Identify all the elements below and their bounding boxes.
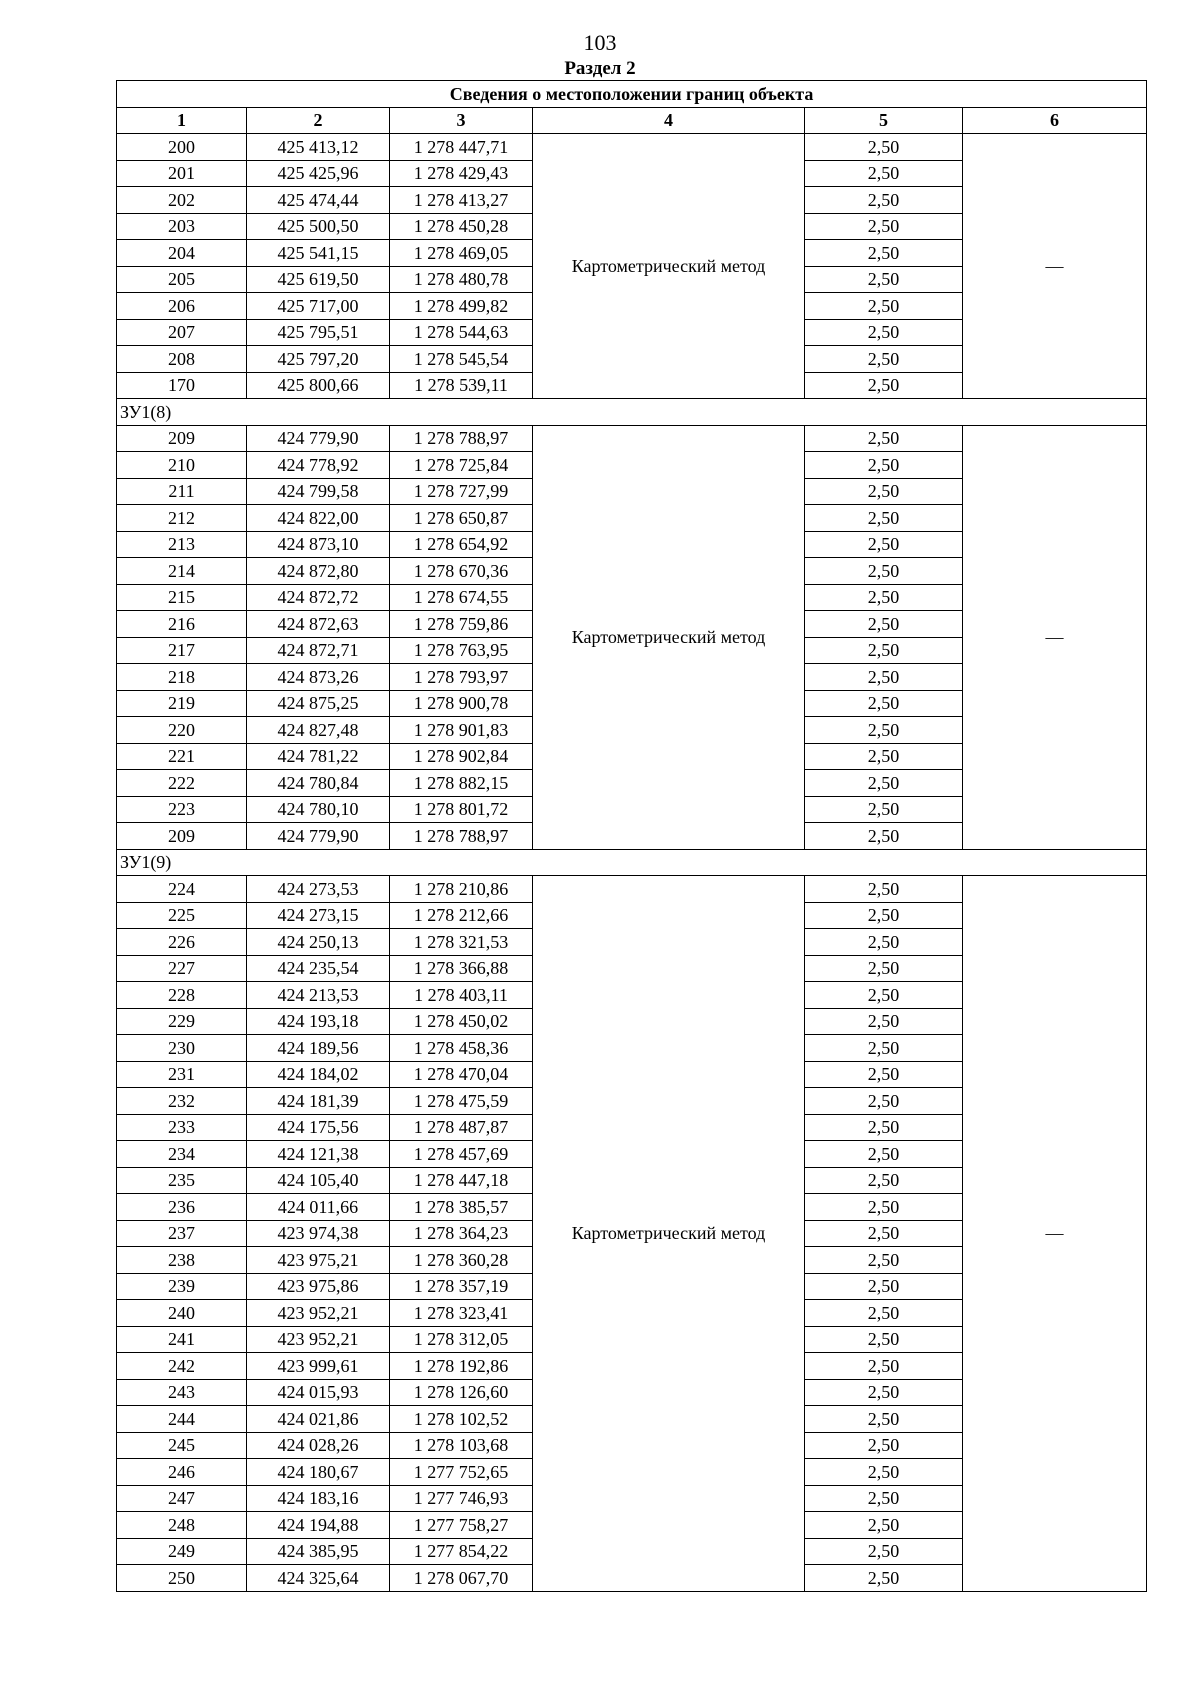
accuracy-cell: 2,50 [805, 187, 963, 214]
boundary-coordinates-table [116, 80, 1147, 1592]
note-cell: — [963, 425, 1147, 849]
y-coordinate-cell: 1 278 654,92 [390, 531, 533, 558]
accuracy-cell: 2,50 [805, 1565, 963, 1592]
point-number-cell: 208 [117, 346, 247, 373]
x-coordinate-cell: 424 872,72 [247, 584, 390, 611]
accuracy-cell: 2,50 [805, 293, 963, 320]
accuracy-cell: 2,50 [805, 505, 963, 532]
point-number-cell: 223 [117, 796, 247, 823]
x-coordinate-cell: 423 952,21 [247, 1300, 390, 1327]
accuracy-cell: 2,50 [805, 1273, 963, 1300]
y-coordinate-cell: 1 278 457,69 [390, 1141, 533, 1168]
accuracy-cell: 2,50 [805, 160, 963, 187]
x-coordinate-cell: 424 872,63 [247, 611, 390, 638]
x-coordinate-cell: 424 194,88 [247, 1512, 390, 1539]
x-coordinate-cell: 424 183,16 [247, 1485, 390, 1512]
accuracy-cell: 2,50 [805, 1512, 963, 1539]
accuracy-cell: 2,50 [805, 1326, 963, 1353]
accuracy-cell: 2,50 [805, 1300, 963, 1327]
y-coordinate-cell: 1 278 366,88 [390, 955, 533, 982]
x-coordinate-cell: 424 015,93 [247, 1379, 390, 1406]
y-coordinate-cell: 1 278 650,87 [390, 505, 533, 532]
x-coordinate-cell: 424 873,26 [247, 664, 390, 691]
x-coordinate-cell: 425 795,51 [247, 319, 390, 346]
y-coordinate-cell: 1 278 793,97 [390, 664, 533, 691]
x-coordinate-cell: 424 011,66 [247, 1194, 390, 1221]
x-coordinate-cell: 424 105,40 [247, 1167, 390, 1194]
accuracy-cell: 2,50 [805, 955, 963, 982]
y-coordinate-cell: 1 278 067,70 [390, 1565, 533, 1592]
y-coordinate-cell: 1 278 670,36 [390, 558, 533, 585]
y-coordinate-cell: 1 278 725,84 [390, 452, 533, 479]
table-caption: Сведения о местоположении границ объекта [117, 81, 1147, 108]
y-coordinate-cell: 1 278 480,78 [390, 266, 533, 293]
accuracy-cell: 2,50 [805, 1432, 963, 1459]
point-number-cell: 211 [117, 478, 247, 505]
table-row [117, 876, 1147, 903]
y-coordinate-cell: 1 278 364,23 [390, 1220, 533, 1247]
x-coordinate-cell: 424 778,92 [247, 452, 390, 479]
section-title: Раздел 2 [564, 58, 636, 79]
y-coordinate-cell: 1 278 475,59 [390, 1088, 533, 1115]
accuracy-cell: 2,50 [805, 1220, 963, 1247]
x-coordinate-cell: 423 952,21 [247, 1326, 390, 1353]
x-coordinate-cell: 423 999,61 [247, 1353, 390, 1380]
x-coordinate-cell: 424 193,18 [247, 1008, 390, 1035]
column-header: 6 [963, 107, 1147, 134]
point-number-cell: 202 [117, 187, 247, 214]
accuracy-cell: 2,50 [805, 213, 963, 240]
group-label: ЗУ1(9) [117, 849, 1147, 876]
point-number-cell: 224 [117, 876, 247, 903]
x-coordinate-cell: 424 780,10 [247, 796, 390, 823]
point-number-cell: 235 [117, 1167, 247, 1194]
point-number-cell: 228 [117, 982, 247, 1009]
y-coordinate-cell: 1 278 312,05 [390, 1326, 533, 1353]
y-coordinate-cell: 1 278 882,15 [390, 770, 533, 797]
point-number-cell: 234 [117, 1141, 247, 1168]
point-number-cell: 222 [117, 770, 247, 797]
x-coordinate-cell: 424 250,13 [247, 929, 390, 956]
y-coordinate-cell: 1 278 788,97 [390, 425, 533, 452]
x-coordinate-cell: 424 273,15 [247, 902, 390, 929]
column-header: 2 [247, 107, 390, 134]
table-row [117, 425, 1147, 452]
accuracy-cell: 2,50 [805, 372, 963, 399]
y-coordinate-cell: 1 278 450,02 [390, 1008, 533, 1035]
y-coordinate-cell: 1 277 854,22 [390, 1538, 533, 1565]
x-coordinate-cell: 425 800,66 [247, 372, 390, 399]
x-coordinate-cell: 425 619,50 [247, 266, 390, 293]
point-number-cell: 248 [117, 1512, 247, 1539]
accuracy-cell: 2,50 [805, 1167, 963, 1194]
point-number-cell: 217 [117, 637, 247, 664]
method-cell: Картометрический метод [533, 425, 805, 849]
point-number-cell: 239 [117, 1273, 247, 1300]
y-coordinate-cell: 1 277 752,65 [390, 1459, 533, 1486]
y-coordinate-cell: 1 278 458,36 [390, 1035, 533, 1062]
point-number-cell: 232 [117, 1088, 247, 1115]
x-coordinate-cell: 424 175,56 [247, 1114, 390, 1141]
x-coordinate-cell: 424 827,48 [247, 717, 390, 744]
accuracy-cell: 2,50 [805, 902, 963, 929]
x-coordinate-cell: 424 872,71 [247, 637, 390, 664]
accuracy-cell: 2,50 [805, 319, 963, 346]
y-coordinate-cell: 1 278 487,87 [390, 1114, 533, 1141]
point-number-cell: 233 [117, 1114, 247, 1141]
accuracy-cell: 2,50 [805, 823, 963, 850]
accuracy-cell: 2,50 [805, 425, 963, 452]
point-number-cell: 225 [117, 902, 247, 929]
y-coordinate-cell: 1 278 413,27 [390, 187, 533, 214]
table-row [117, 134, 1147, 161]
accuracy-cell: 2,50 [805, 558, 963, 585]
point-number-cell: 201 [117, 160, 247, 187]
y-coordinate-cell: 1 278 900,78 [390, 690, 533, 717]
accuracy-cell: 2,50 [805, 876, 963, 903]
x-coordinate-cell: 424 873,10 [247, 531, 390, 558]
y-coordinate-cell: 1 277 758,27 [390, 1512, 533, 1539]
y-coordinate-cell: 1 278 429,43 [390, 160, 533, 187]
x-coordinate-cell: 424 028,26 [247, 1432, 390, 1459]
x-coordinate-cell: 425 474,44 [247, 187, 390, 214]
y-coordinate-cell: 1 278 192,86 [390, 1353, 533, 1380]
accuracy-cell: 2,50 [805, 1088, 963, 1115]
y-coordinate-cell: 1 278 759,86 [390, 611, 533, 638]
y-coordinate-cell: 1 278 544,63 [390, 319, 533, 346]
accuracy-cell: 2,50 [805, 1194, 963, 1221]
point-number-cell: 203 [117, 213, 247, 240]
accuracy-cell: 2,50 [805, 478, 963, 505]
accuracy-cell: 2,50 [805, 1538, 963, 1565]
x-coordinate-cell: 424 121,38 [247, 1141, 390, 1168]
y-coordinate-cell: 1 278 450,28 [390, 213, 533, 240]
accuracy-cell: 2,50 [805, 1406, 963, 1433]
point-number-cell: 236 [117, 1194, 247, 1221]
accuracy-cell: 2,50 [805, 1247, 963, 1274]
x-coordinate-cell: 425 500,50 [247, 213, 390, 240]
point-number-cell: 216 [117, 611, 247, 638]
accuracy-cell: 2,50 [805, 1061, 963, 1088]
point-number-cell: 250 [117, 1565, 247, 1592]
point-number-cell: 240 [117, 1300, 247, 1327]
accuracy-cell: 2,50 [805, 664, 963, 691]
point-number-cell: 242 [117, 1353, 247, 1380]
point-number-cell: 249 [117, 1538, 247, 1565]
accuracy-cell: 2,50 [805, 1114, 963, 1141]
accuracy-cell: 2,50 [805, 1459, 963, 1486]
x-coordinate-cell: 425 797,20 [247, 346, 390, 373]
column-header: 5 [805, 107, 963, 134]
y-coordinate-cell: 1 278 447,18 [390, 1167, 533, 1194]
accuracy-cell: 2,50 [805, 1141, 963, 1168]
accuracy-cell: 2,50 [805, 1485, 963, 1512]
accuracy-cell: 2,50 [805, 1379, 963, 1406]
y-coordinate-cell: 1 278 470,04 [390, 1061, 533, 1088]
accuracy-cell: 2,50 [805, 346, 963, 373]
y-coordinate-cell: 1 278 102,52 [390, 1406, 533, 1433]
page-number: 103 [583, 30, 617, 55]
y-coordinate-cell: 1 277 746,93 [390, 1485, 533, 1512]
point-number-cell: 243 [117, 1379, 247, 1406]
x-coordinate-cell: 423 975,86 [247, 1273, 390, 1300]
point-number-cell: 210 [117, 452, 247, 479]
y-coordinate-cell: 1 278 901,83 [390, 717, 533, 744]
y-coordinate-cell: 1 278 357,19 [390, 1273, 533, 1300]
accuracy-cell: 2,50 [805, 240, 963, 267]
accuracy-cell: 2,50 [805, 743, 963, 770]
point-number-cell: 245 [117, 1432, 247, 1459]
accuracy-cell: 2,50 [805, 1035, 963, 1062]
y-coordinate-cell: 1 278 674,55 [390, 584, 533, 611]
point-number-cell: 204 [117, 240, 247, 267]
x-coordinate-cell: 424 181,39 [247, 1088, 390, 1115]
point-number-cell: 237 [117, 1220, 247, 1247]
column-header: 1 [117, 107, 247, 134]
accuracy-cell: 2,50 [805, 637, 963, 664]
accuracy-cell: 2,50 [805, 717, 963, 744]
y-coordinate-cell: 1 278 403,11 [390, 982, 533, 1009]
accuracy-cell: 2,50 [805, 134, 963, 161]
note-cell: — [963, 876, 1147, 1592]
accuracy-cell: 2,50 [805, 531, 963, 558]
column-header: 3 [390, 107, 533, 134]
x-coordinate-cell: 424 822,00 [247, 505, 390, 532]
group-header-row [117, 399, 1147, 426]
point-number-cell: 220 [117, 717, 247, 744]
y-coordinate-cell: 1 278 447,71 [390, 134, 533, 161]
group-label: ЗУ1(8) [117, 399, 1147, 426]
point-number-cell: 207 [117, 319, 247, 346]
point-number-cell: 219 [117, 690, 247, 717]
y-coordinate-cell: 1 278 545,54 [390, 346, 533, 373]
point-number-cell: 238 [117, 1247, 247, 1274]
y-coordinate-cell: 1 278 902,84 [390, 743, 533, 770]
y-coordinate-cell: 1 278 212,66 [390, 902, 533, 929]
accuracy-cell: 2,50 [805, 982, 963, 1009]
x-coordinate-cell: 424 273,53 [247, 876, 390, 903]
y-coordinate-cell: 1 278 210,86 [390, 876, 533, 903]
accuracy-cell: 2,50 [805, 266, 963, 293]
accuracy-cell: 2,50 [805, 690, 963, 717]
point-number-cell: 244 [117, 1406, 247, 1433]
x-coordinate-cell: 424 021,86 [247, 1406, 390, 1433]
accuracy-cell: 2,50 [805, 584, 963, 611]
x-coordinate-cell: 424 325,64 [247, 1565, 390, 1592]
point-number-cell: 241 [117, 1326, 247, 1353]
y-coordinate-cell: 1 278 360,28 [390, 1247, 533, 1274]
x-coordinate-cell: 424 385,95 [247, 1538, 390, 1565]
x-coordinate-cell: 424 779,90 [247, 425, 390, 452]
x-coordinate-cell: 424 180,67 [247, 1459, 390, 1486]
accuracy-cell: 2,50 [805, 1008, 963, 1035]
method-cell: Картометрический метод [533, 134, 805, 399]
point-number-cell: 229 [117, 1008, 247, 1035]
point-number-cell: 206 [117, 293, 247, 320]
y-coordinate-cell: 1 278 469,05 [390, 240, 533, 267]
y-coordinate-cell: 1 278 323,41 [390, 1300, 533, 1327]
y-coordinate-cell: 1 278 539,11 [390, 372, 533, 399]
point-number-cell: 213 [117, 531, 247, 558]
y-coordinate-cell: 1 278 727,99 [390, 478, 533, 505]
x-coordinate-cell: 424 189,56 [247, 1035, 390, 1062]
y-coordinate-cell: 1 278 801,72 [390, 796, 533, 823]
point-number-cell: 215 [117, 584, 247, 611]
point-number-cell: 209 [117, 823, 247, 850]
y-coordinate-cell: 1 278 126,60 [390, 1379, 533, 1406]
point-number-cell: 218 [117, 664, 247, 691]
point-number-cell: 231 [117, 1061, 247, 1088]
y-coordinate-cell: 1 278 385,57 [390, 1194, 533, 1221]
y-coordinate-cell: 1 278 763,95 [390, 637, 533, 664]
point-number-cell: 221 [117, 743, 247, 770]
accuracy-cell: 2,50 [805, 770, 963, 797]
x-coordinate-cell: 425 425,96 [247, 160, 390, 187]
x-coordinate-cell: 424 213,53 [247, 982, 390, 1009]
point-number-cell: 205 [117, 266, 247, 293]
method-cell: Картометрический метод [533, 876, 805, 1592]
x-coordinate-cell: 424 779,90 [247, 823, 390, 850]
x-coordinate-cell: 425 541,15 [247, 240, 390, 267]
accuracy-cell: 2,50 [805, 929, 963, 956]
group-header-row [117, 849, 1147, 876]
note-cell: — [963, 134, 1147, 399]
point-number-cell: 226 [117, 929, 247, 956]
y-coordinate-cell: 1 278 103,68 [390, 1432, 533, 1459]
column-header: 4 [533, 107, 805, 134]
x-coordinate-cell: 424 875,25 [247, 690, 390, 717]
point-number-cell: 246 [117, 1459, 247, 1486]
x-coordinate-cell: 425 717,00 [247, 293, 390, 320]
point-number-cell: 170 [117, 372, 247, 399]
point-number-cell: 247 [117, 1485, 247, 1512]
x-coordinate-cell: 425 413,12 [247, 134, 390, 161]
point-number-cell: 230 [117, 1035, 247, 1062]
x-coordinate-cell: 423 974,38 [247, 1220, 390, 1247]
x-coordinate-cell: 424 872,80 [247, 558, 390, 585]
table-body [117, 134, 1147, 1592]
x-coordinate-cell: 424 780,84 [247, 770, 390, 797]
accuracy-cell: 2,50 [805, 452, 963, 479]
y-coordinate-cell: 1 278 499,82 [390, 293, 533, 320]
y-coordinate-cell: 1 278 788,97 [390, 823, 533, 850]
x-coordinate-cell: 424 184,02 [247, 1061, 390, 1088]
point-number-cell: 214 [117, 558, 247, 585]
x-coordinate-cell: 424 781,22 [247, 743, 390, 770]
accuracy-cell: 2,50 [805, 796, 963, 823]
accuracy-cell: 2,50 [805, 611, 963, 638]
x-coordinate-cell: 423 975,21 [247, 1247, 390, 1274]
accuracy-cell: 2,50 [805, 1353, 963, 1380]
point-number-cell: 209 [117, 425, 247, 452]
y-coordinate-cell: 1 278 321,53 [390, 929, 533, 956]
point-number-cell: 212 [117, 505, 247, 532]
x-coordinate-cell: 424 799,58 [247, 478, 390, 505]
x-coordinate-cell: 424 235,54 [247, 955, 390, 982]
point-number-cell: 200 [117, 134, 247, 161]
point-number-cell: 227 [117, 955, 247, 982]
